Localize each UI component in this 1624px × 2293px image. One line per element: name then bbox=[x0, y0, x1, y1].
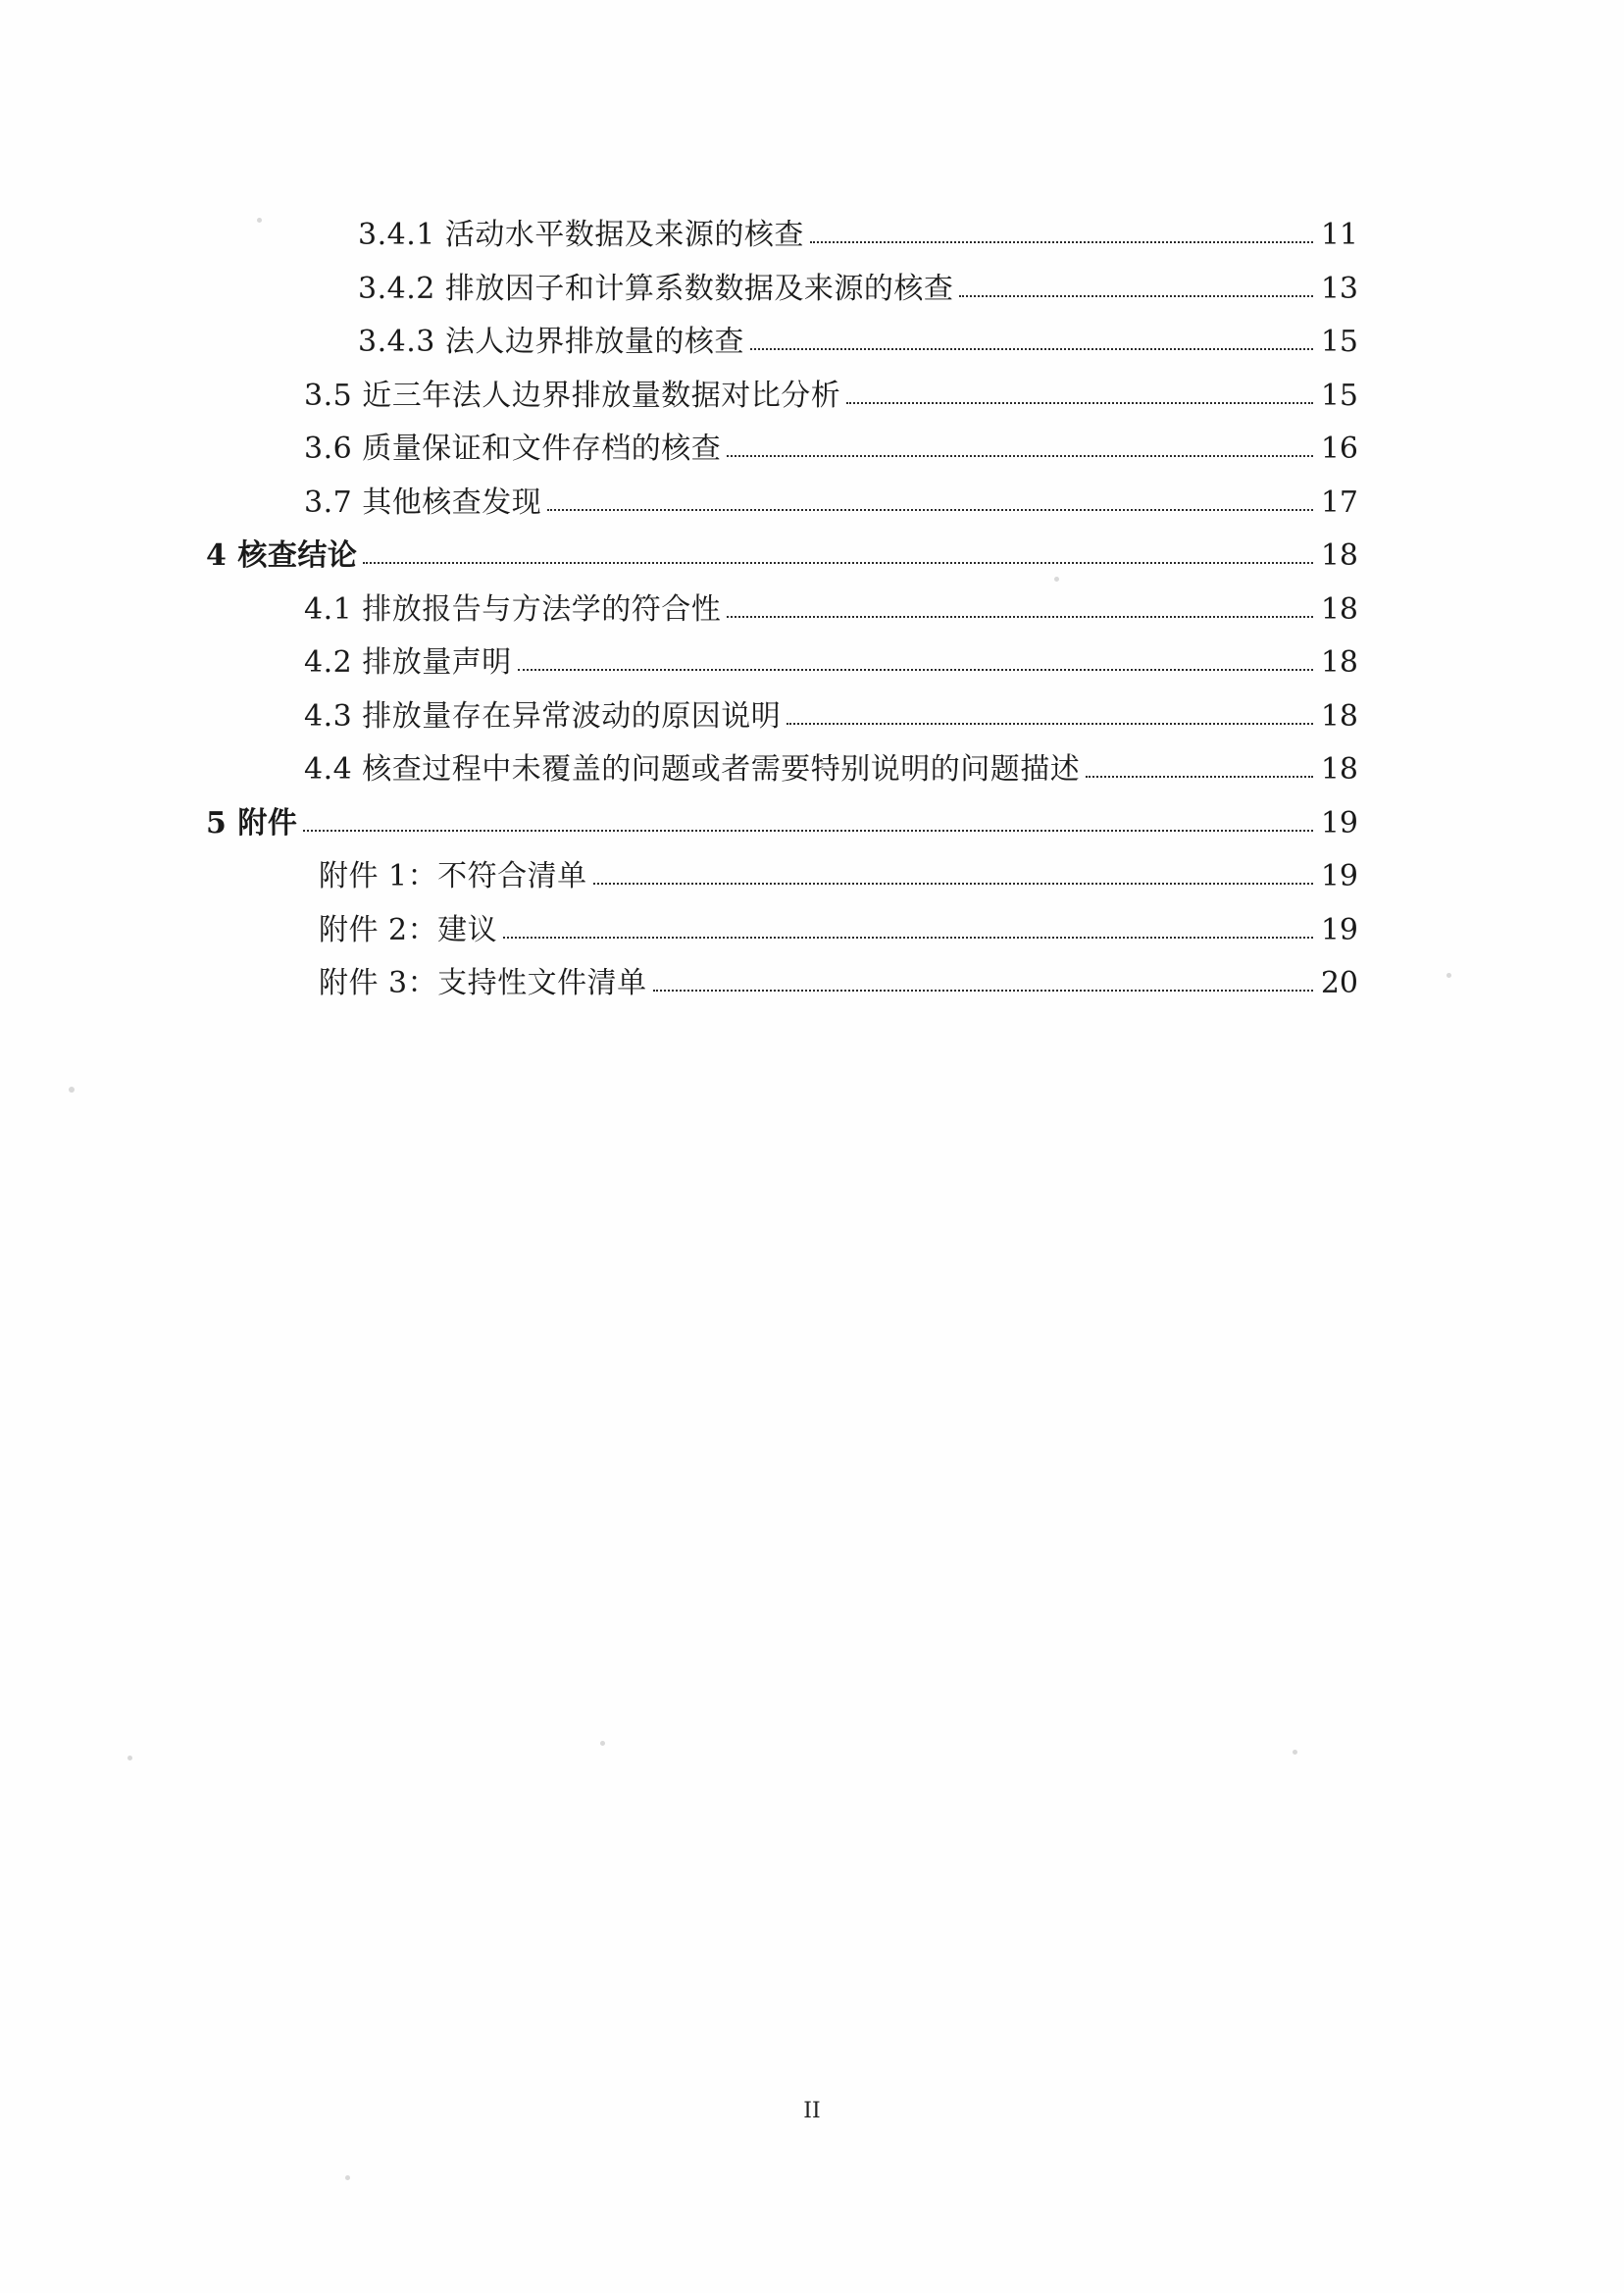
toc-entry-page: 18 bbox=[1320, 645, 1358, 680]
toc-entry-label: 3.5 近三年法人边界排放量数据对比分析 bbox=[304, 378, 841, 413]
toc-entry[interactable] bbox=[304, 698, 1358, 734]
toc-entry-label: 4.1 排放报告与方法学的符合性 bbox=[304, 591, 722, 627]
toc-entry-page: 20 bbox=[1320, 966, 1358, 1000]
toc-leader-dots bbox=[1086, 775, 1313, 778]
toc-leader-dots bbox=[653, 989, 1313, 992]
toc-entry-label: 4 核查结论 bbox=[206, 538, 358, 573]
toc-entry-page: 18 bbox=[1320, 752, 1358, 787]
toc-leader-dots bbox=[750, 347, 1313, 350]
toc-leader-dots bbox=[363, 561, 1312, 564]
toc-entry[interactable] bbox=[358, 271, 1358, 306]
toc-entry-label: 4.2 排放量声明 bbox=[304, 645, 512, 680]
toc-entry[interactable] bbox=[304, 752, 1358, 787]
scan-speck bbox=[1446, 973, 1451, 978]
toc-entry-page: 15 bbox=[1320, 378, 1358, 413]
toc-entry-label: 4.4 核查过程中未覆盖的问题或者需要特别说明的问题描述 bbox=[304, 752, 1081, 787]
toc-leader-dots bbox=[727, 615, 1313, 618]
toc-entry[interactable] bbox=[304, 645, 1358, 680]
toc-entry[interactable] bbox=[304, 484, 1358, 520]
toc-leader-dots bbox=[593, 882, 1313, 885]
page-number-footer: II bbox=[803, 2099, 821, 2123]
table-of-contents bbox=[206, 218, 1358, 1023]
toc-entry[interactable] bbox=[206, 805, 1358, 841]
toc-entry-label: 3.7 其他核查发现 bbox=[304, 484, 542, 520]
toc-entry[interactable] bbox=[358, 218, 1358, 252]
toc-entry-page: 17 bbox=[1320, 484, 1358, 520]
toc-entry[interactable] bbox=[319, 912, 1358, 947]
toc-entry-page: 19 bbox=[1320, 805, 1358, 841]
toc-entry-label: 附件 3：支持性文件清单 bbox=[319, 966, 647, 1000]
toc-entry-label: 3.6 质量保证和文件存档的核查 bbox=[304, 432, 722, 466]
toc-entry-label: 4.3 排放量存在异常波动的原因说明 bbox=[304, 698, 782, 734]
toc-entry[interactable] bbox=[319, 966, 1358, 1000]
scan-speck bbox=[127, 1756, 132, 1760]
toc-entry-page: 11 bbox=[1320, 218, 1358, 252]
toc-entry-page: 13 bbox=[1320, 271, 1358, 306]
toc-leader-dots bbox=[787, 722, 1313, 725]
toc-leader-dots bbox=[959, 294, 1312, 297]
toc-entry-page: 19 bbox=[1320, 912, 1358, 947]
toc-entry[interactable] bbox=[206, 538, 1358, 573]
toc-entry-label: 3.4.1 活动水平数据及来源的核查 bbox=[358, 218, 804, 252]
toc-entry-page: 18 bbox=[1320, 698, 1358, 734]
scan-speck bbox=[345, 2175, 350, 2180]
toc-entry-label: 附件 1：不符合清单 bbox=[319, 859, 587, 893]
toc-entry-page: 19 bbox=[1320, 859, 1358, 893]
toc-entry[interactable] bbox=[304, 591, 1358, 627]
toc-entry-page: 18 bbox=[1320, 538, 1358, 573]
toc-entry-label: 5 附件 bbox=[206, 805, 298, 841]
toc-entry-label: 3.4.2 排放因子和计算系数数据及来源的核查 bbox=[358, 271, 954, 306]
toc-entry-page: 15 bbox=[1320, 325, 1358, 359]
toc-entry[interactable] bbox=[319, 859, 1358, 893]
toc-leader-dots bbox=[518, 668, 1313, 671]
toc-leader-dots bbox=[727, 454, 1313, 457]
scan-speck bbox=[69, 1087, 75, 1093]
toc-leader-dots bbox=[303, 829, 1312, 832]
toc-entry[interactable] bbox=[304, 434, 1358, 464]
toc-leader-dots bbox=[810, 240, 1313, 243]
scan-speck bbox=[1293, 1750, 1297, 1755]
scan-speck bbox=[600, 1741, 605, 1746]
toc-leader-dots bbox=[846, 401, 1313, 404]
toc-entry[interactable] bbox=[358, 325, 1358, 359]
toc-entry-label: 3.4.3 法人边界排放量的核查 bbox=[358, 325, 744, 359]
toc-entry-page: 18 bbox=[1320, 591, 1358, 627]
toc-entry-page: 16 bbox=[1320, 432, 1358, 466]
toc-entry[interactable] bbox=[304, 378, 1358, 413]
toc-entry-label: 附件 2：建议 bbox=[319, 912, 498, 947]
toc-leader-dots bbox=[503, 936, 1313, 939]
toc-leader-dots bbox=[547, 508, 1313, 511]
